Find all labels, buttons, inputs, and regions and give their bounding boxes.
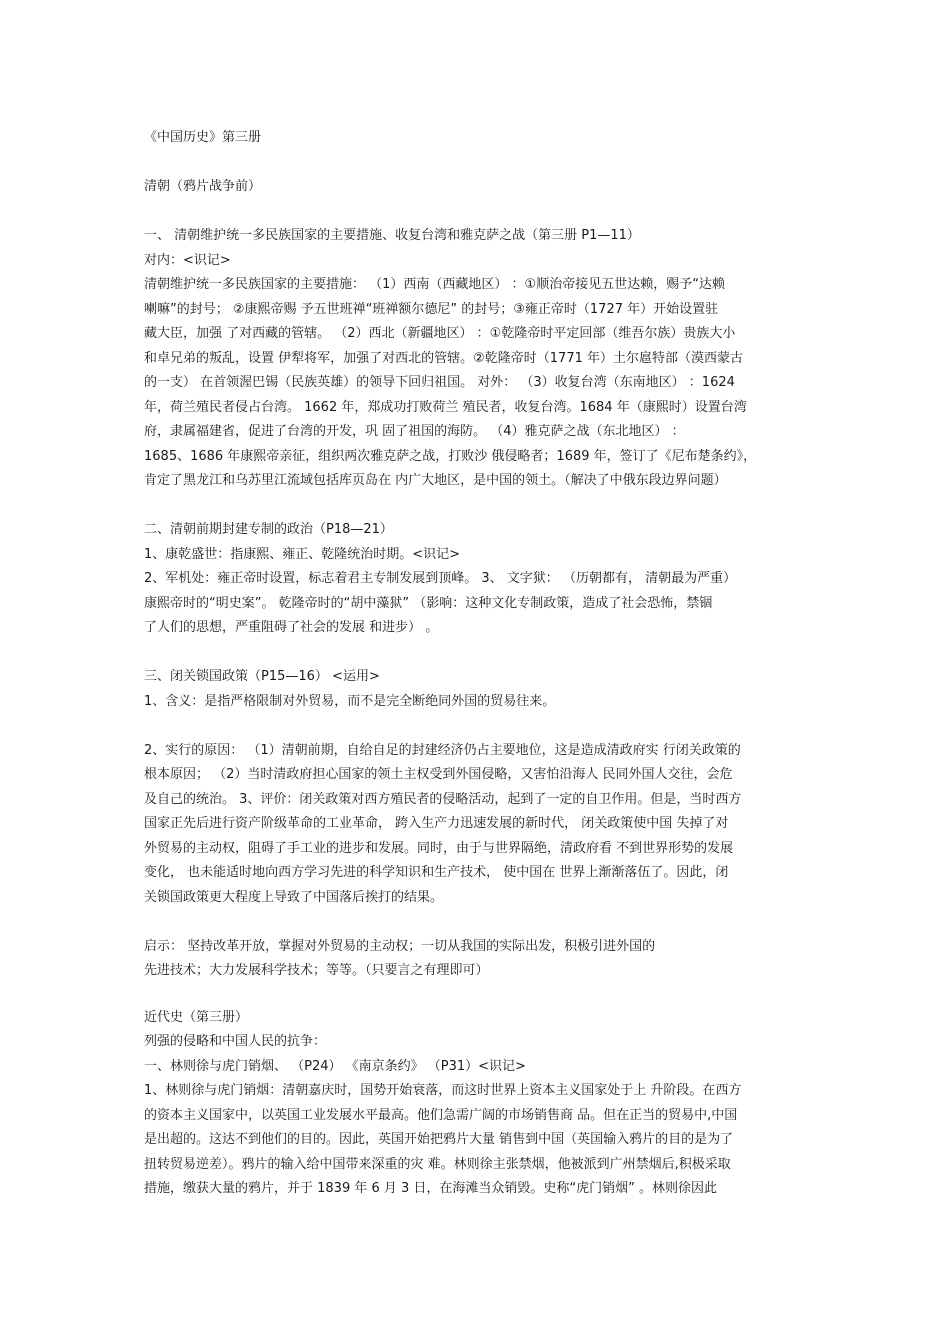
paragraph-line: 措施，缴获大量的鸦片，并于 1839 年 6 月 3 日，在海滩当众销毁。史称“虎门销烟” 。林则徐因此	[144, 1181, 718, 1196]
paragraph-line: 1、含义：是指严格限制对外贸易，而不是完全断绝同外国的贸易往来。	[144, 693, 556, 709]
paragraph-line: 康熙帝时的“明史案”。 乾隆帝时的“胡中藻狱” （影响：这种文化专制政策，造成了社会恐怖，禁锢	[144, 595, 713, 611]
paragraph-line: 列强的侵略和中国人民的抗争：	[144, 1034, 327, 1049]
paragraph-line: 1、康乾盛世：指康熙、雍正、乾隆统治时期。<识记>	[144, 546, 461, 562]
revelation-block	[144, 935, 812, 984]
part2-heading: 二、清朝前期封建专制的政治（P18—21）	[144, 522, 393, 537]
paragraph-line: 肯定了黑龙江和乌苏里江流域包括库页岛在 内广大地区，是中国的领土。（解决了中俄东段边界问题）	[144, 473, 727, 488]
paragraph-line: 的一支） 在首领渥巴锡（民族英雄）的领导下回归祖国。 对外： （3）收复台湾（东南地区） ：1624	[144, 375, 735, 390]
paragraph-line: 先进技术；大力发展科学技术；等等。（只要言之有理即可）	[144, 963, 489, 978]
spacer	[144, 494, 812, 519]
paragraph-line: 藏大臣，加强 了对西藏的管辖。 （2）西北（新疆地区） ：①乾隆帝时平定回部（维吾尔族）贵族大小	[144, 326, 736, 341]
modern-history-heading: 近代史（第三册）	[144, 1009, 249, 1025]
paragraph-line: 变化， 也未能适时地向西方学习先进的科学知识和生产技术， 使中国在 世界上渐渐落伍了。因此，闭	[144, 865, 729, 880]
spacer	[144, 984, 812, 1006]
part3b-block	[144, 739, 812, 911]
section-heading-qing: 清朝（鸦片战争前）	[144, 179, 262, 194]
paragraph-line: 1685、1686 年康熙帝亲征，组织两次雅克萨之战，打败沙 俄侵略者；1689 年，签订了《尼布楚条约》，	[144, 448, 757, 464]
paragraph-line: 是出超的。这达不到他们的目的。因此，英国开始把鸦片大量 销售到中国（英国输入鸦片的目的是为了	[144, 1132, 734, 1147]
paragraph-line: 的资本主义国家中，以英国工业发展水平最高。他们急需广阔的市场销售商 品。但在正当的贸易中,中国	[144, 1107, 738, 1123]
part2-block	[144, 518, 812, 641]
spacer	[144, 200, 812, 225]
paragraph-line: 根本原因； （2）当时清政府担心国家的领土主权受到外国侵略，又害怕沿海人 民同外国人交往，会危	[144, 767, 733, 782]
paragraph-line: 对内：<识记>	[144, 252, 231, 268]
part1-heading: 一、 清朝维护统一多民族国家的主要措施、收复台湾和雅克萨之战（第三册 P1—11）	[144, 228, 640, 243]
paragraph-line: 关锁国政策更大程度上导致了中国落后挨打的结果。	[144, 889, 444, 905]
part1-block	[144, 224, 812, 494]
spacer	[144, 910, 812, 935]
document-page	[144, 126, 812, 1202]
spacer	[144, 714, 812, 739]
paragraph-line: 启示： 坚持改革开放，掌握对外贸易的主动权；一切从我国的实际出发，积极引进外国的	[144, 938, 656, 954]
paragraph-line: 2、军机处：雍正帝时设置，标志着君主专制发展到顶峰。 3、 文字狱： （历朝都有， 清朝最为严重）	[144, 571, 737, 586]
spacer	[144, 641, 812, 666]
paragraph-line: 一、林则徐与虎门销烟、 （P24） 《南京条约》 （P31）<识记>	[144, 1058, 526, 1074]
document-title: 《中国历史》第三册	[144, 130, 262, 145]
paragraph-line: 清朝维护统一多民族国家的主要措施： （1）西南（西藏地区） ：①顺治帝接见五世达赖，赐予“达赖	[144, 277, 725, 292]
paragraph-line: 国家正先后进行资产阶级革命的工业革命， 跨入生产力迅速发展的新时代， 闭关政策使中国 失掉了对	[144, 816, 729, 831]
paragraph-line: 2、实行的原因： （1）清朝前期，自给自足的封建经济仍占主要地位，这是造成清政府实 行闭关政策的	[144, 742, 741, 758]
part3-block	[144, 665, 812, 714]
paragraph-line: 外贸易的主动权，阻碍了手工业的进步和发展。同时，由于与世界隔绝，清政府看 不到世界形势的发展	[144, 840, 734, 856]
paragraph-line: 扭转贸易逆差）。鸦片的输入给中国带来深重的灾 难。林则徐主张禁烟，他被派到广州禁烟后,积极采取	[144, 1156, 731, 1172]
paragraph-line: 年，荷兰殖民者侵占台湾。 1662 年，郑成功打败荷兰 殖民者，收复台湾。1684 年（康熙时）设置台湾	[144, 399, 747, 415]
part3-heading: 三、闭关锁国政策（P15—16） <运用>	[144, 669, 380, 684]
paragraph-line: 和卓兄弟的叛乱，设置 伊犁将军，加强了对西北的管辖。②乾隆帝时（1771 年）土尔扈特部（漠西蒙古	[144, 350, 744, 366]
spacer	[144, 151, 812, 176]
paragraph-line: 了人们的思想，严重阻碍了社会的发展 和进步） 。	[144, 620, 439, 635]
paragraph-line: 喇嘛”的封号； ②康熙帝赐 予五世班禅“班禅额尔德尼” 的封号；③雍正帝时（1727 年）开始设置驻	[144, 301, 719, 317]
paragraph-line: 及自己的统治。 3、评价：闭关政策对西方殖民者的侵略活动，起到了一定的自卫作用。但是，当时西方	[144, 791, 742, 807]
paragraph-line: 府，隶属福建省，促进了台湾的开发，巩 固了祖国的海防。 （4）雅克萨之战（东北地区） ：	[144, 424, 685, 439]
paragraph-line: 1、林则徐与虎门销烟：清朝嘉庆时，国势开始衰落，而这时世界上资本主义国家处于上 升阶段。在西方	[144, 1083, 742, 1098]
modern-history-block	[144, 1006, 812, 1202]
